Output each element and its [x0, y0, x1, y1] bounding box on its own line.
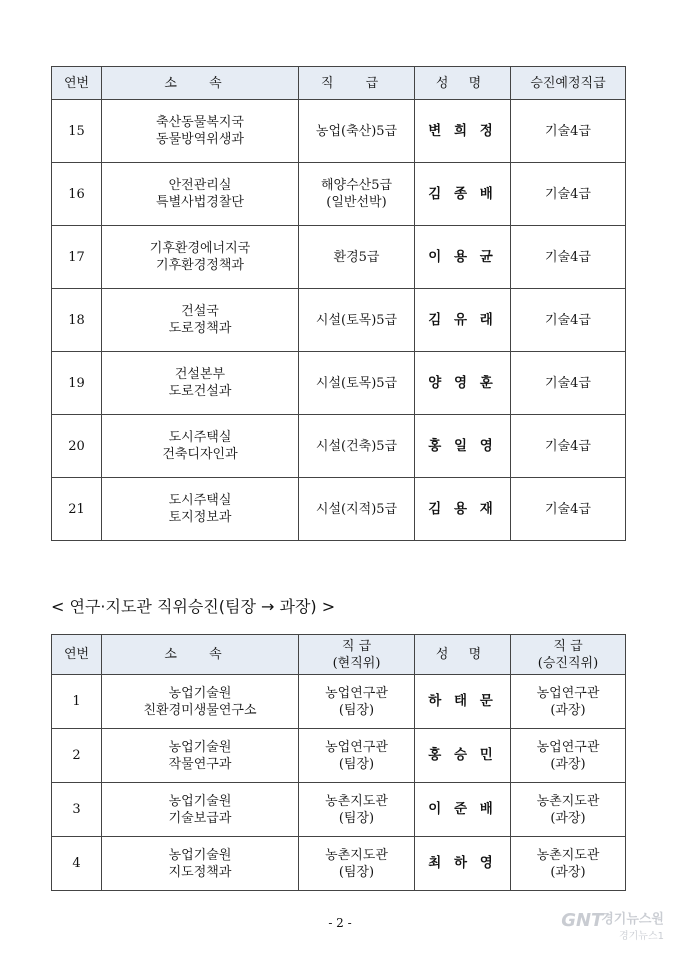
table-row — [52, 729, 626, 783]
header-no: 연번 — [52, 67, 102, 100]
table-row — [52, 675, 626, 729]
header-grade-current: 직 급 (현직위) — [299, 635, 415, 675]
row-target: 기술4급 — [511, 100, 626, 163]
table-row — [52, 783, 626, 837]
row-name: 홍 승 민 — [415, 729, 511, 783]
row-grade: 농업(축산)5급 — [299, 100, 415, 163]
row-no: 19 — [52, 352, 102, 415]
row-grade: 해양수산5급 (일반선박) — [299, 163, 415, 226]
row-name: 최 하 영 — [415, 837, 511, 891]
row-name: 양 영 훈 — [415, 352, 511, 415]
row-no: 2 — [52, 729, 102, 783]
section-title: < 연구·지도관 직위승진(팀장 → 과장) > — [51, 597, 336, 616]
table-row — [52, 837, 626, 891]
row-name: 하 태 문 — [415, 675, 511, 729]
row-grade: 농업연구관 (팀장) — [299, 675, 415, 729]
row-name: 홍 일 영 — [415, 415, 511, 478]
row-no: 4 — [52, 837, 102, 891]
row-dept: 도시주택실 건축디자인과 — [102, 415, 299, 478]
table-row — [52, 478, 626, 541]
row-dept: 농업기술원 기술보급과 — [102, 783, 299, 837]
row-name: 김 용 재 — [415, 478, 511, 541]
row-name: 김 종 배 — [415, 163, 511, 226]
row-no: 15 — [52, 100, 102, 163]
table-row — [52, 289, 626, 352]
row-name: 이 준 배 — [415, 783, 511, 837]
row-dept: 건설국 도로정책과 — [102, 289, 299, 352]
row-no: 17 — [52, 226, 102, 289]
row-grade: 시설(지적)5급 — [299, 478, 415, 541]
row-dept: 기후환경에너지국 기후환경정책과 — [102, 226, 299, 289]
promotion-table-research — [51, 634, 626, 891]
table-row — [52, 100, 626, 163]
table-row — [52, 163, 626, 226]
row-grade: 시설(토목)5급 — [299, 352, 415, 415]
page-number: - 2 - — [328, 916, 352, 930]
row-no: 20 — [52, 415, 102, 478]
header-name: 성 명 — [415, 635, 511, 675]
header-name: 성 명 — [415, 67, 511, 100]
row-grade: 시설(토목)5급 — [299, 289, 415, 352]
row-grade: 농업연구관 (팀장) — [299, 729, 415, 783]
table-row — [52, 415, 626, 478]
table-row — [52, 226, 626, 289]
header-dept: 소 속 — [102, 67, 299, 100]
row-name: 변 희 정 — [415, 100, 511, 163]
watermark — [561, 908, 664, 942]
row-dept: 도시주택실 토지정보과 — [102, 478, 299, 541]
promotion-table-technical — [51, 66, 626, 541]
row-dept: 축산동물복지국 동물방역위생과 — [102, 100, 299, 163]
row-dept: 농업기술원 친환경미생물연구소 — [102, 675, 299, 729]
row-target: 농촌지도관 (과장) — [511, 837, 626, 891]
row-grade: 농촌지도관 (팀장) — [299, 783, 415, 837]
row-dept: 농업기술원 작물연구과 — [102, 729, 299, 783]
row-no: 21 — [52, 478, 102, 541]
row-target: 기술4급 — [511, 352, 626, 415]
row-grade: 농촌지도관 (팀장) — [299, 837, 415, 891]
row-dept: 건설본부 도로건설과 — [102, 352, 299, 415]
row-grade: 환경5급 — [299, 226, 415, 289]
row-target: 기술4급 — [511, 226, 626, 289]
header-target-grade: 승진예정직급 — [511, 67, 626, 100]
watermark-logo: GNT — [561, 910, 604, 931]
row-name: 이 용 균 — [415, 226, 511, 289]
row-no: 1 — [52, 675, 102, 729]
row-dept: 안전관리실 특별사법경찰단 — [102, 163, 299, 226]
row-target: 기술4급 — [511, 163, 626, 226]
row-no: 16 — [52, 163, 102, 226]
row-target: 농촌지도관 (과장) — [511, 783, 626, 837]
header-grade: 직 급 — [299, 67, 415, 100]
table-header-row — [52, 67, 626, 100]
row-target: 기술4급 — [511, 289, 626, 352]
header-dept: 소 속 — [102, 635, 299, 675]
row-name: 김 유 래 — [415, 289, 511, 352]
header-no: 연번 — [52, 635, 102, 675]
row-dept: 농업기술원 지도정책과 — [102, 837, 299, 891]
table-header-row — [52, 635, 626, 675]
watermark-line1: 경기뉴스원 — [601, 912, 664, 927]
table-row — [52, 352, 626, 415]
row-target: 기술4급 — [511, 478, 626, 541]
row-no: 3 — [52, 783, 102, 837]
row-target: 기술4급 — [511, 415, 626, 478]
header-grade-promoted: 직 급 (승진직위) — [511, 635, 626, 675]
row-no: 18 — [52, 289, 102, 352]
watermark-line2: 경기뉴스1 — [618, 931, 664, 942]
row-target: 농업연구관 (과장) — [511, 729, 626, 783]
row-target: 농업연구관 (과장) — [511, 675, 626, 729]
row-grade: 시설(건축)5급 — [299, 415, 415, 478]
